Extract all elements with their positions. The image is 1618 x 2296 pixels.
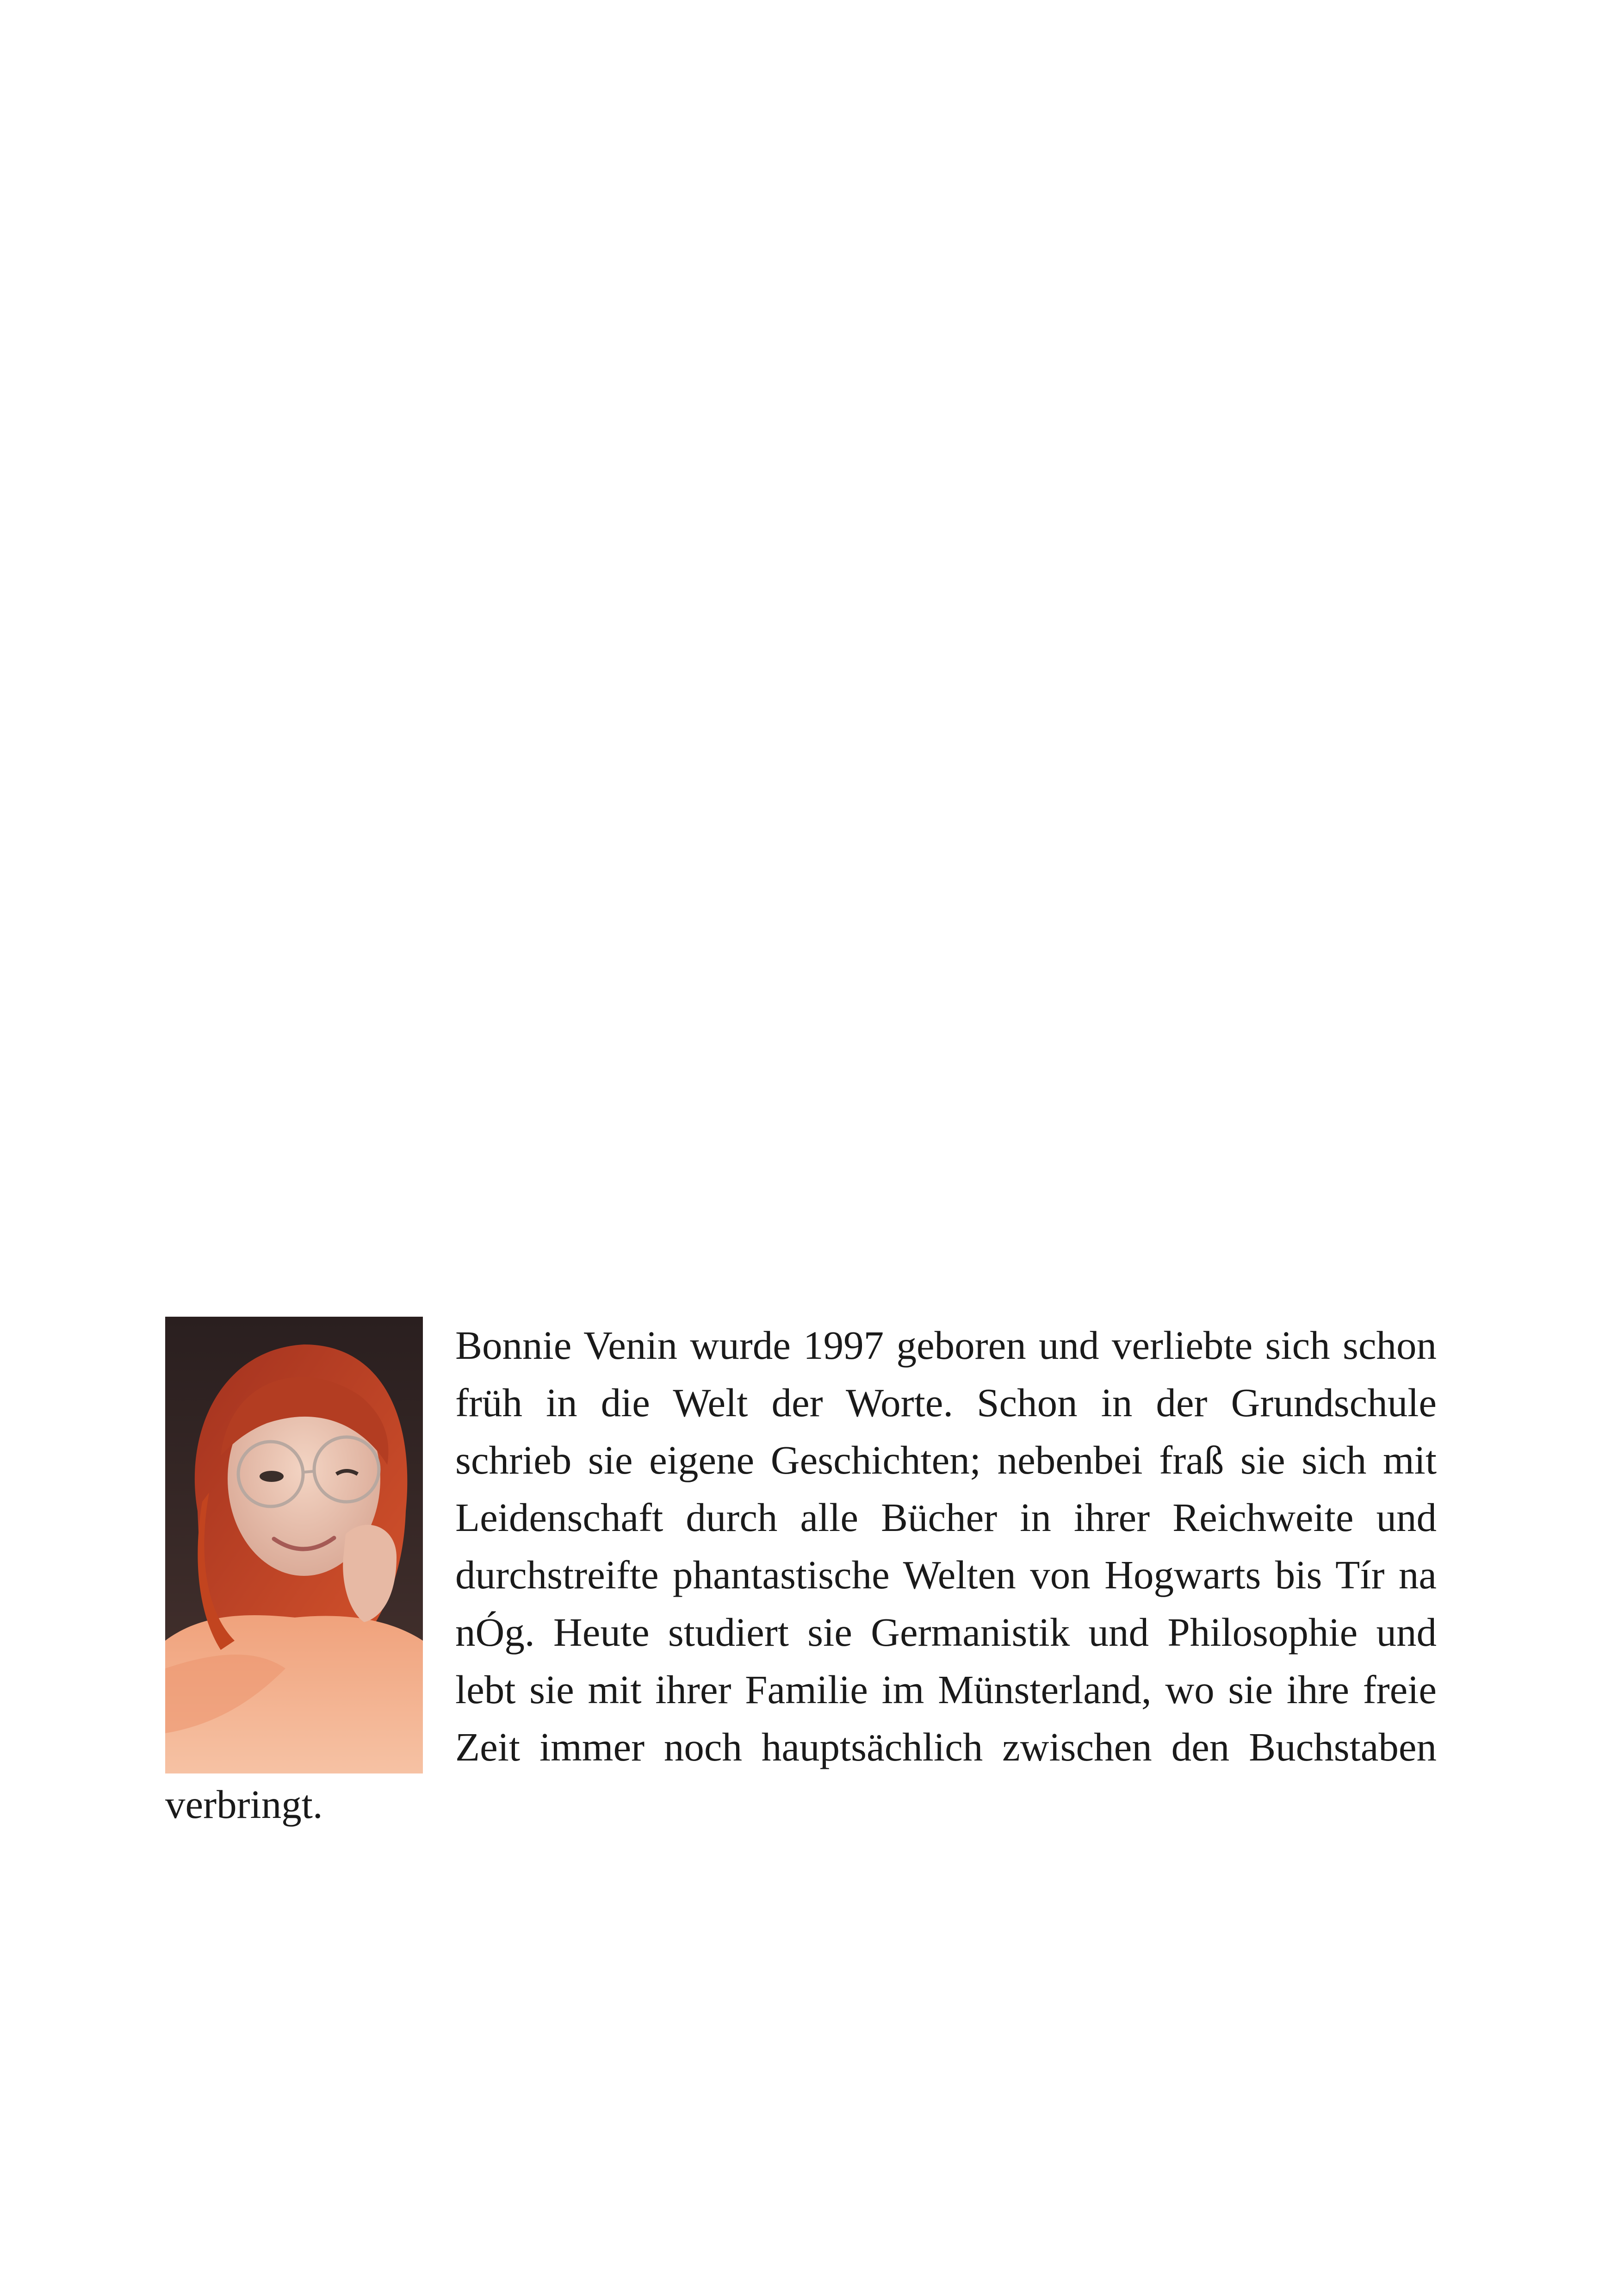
author-photo: [165, 1317, 423, 1773]
author-bio-text: Bonnie Venin wurde 1997 geboren und verliebte sich schon früh in die Welt der Worte. Schon in der Grundschule schrieb sie eigene Geschichten; nebenbei fraß sie sich mit Leidenschaft durch alle Bücher in ihrer Reichweite und durchstreifte phantastische Welten von Hogwarts bis Tír na nÓg. Heute studiert sie Germanistik und Philosophie und lebt sie mit ihrer Familie im Münsterland, wo sie ihre freie Zeit immer noch hauptsächlich zwischen den Buchstaben verbringt.: [165, 1323, 1437, 1827]
author-bio-section: [165, 1317, 1437, 1833]
